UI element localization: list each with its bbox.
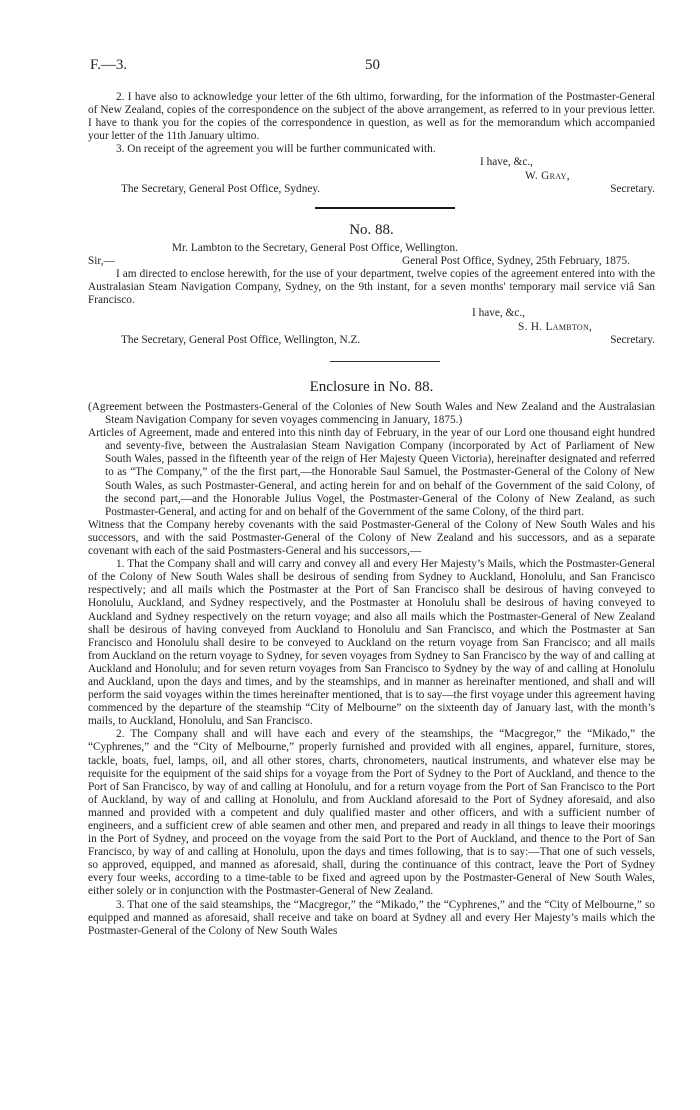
enclosure [88, 378, 655, 938]
place-date: General Post Office, Sydney, 25th February, 1875. [402, 255, 630, 268]
clause-3: 3. That one of the said steamships, the “Macgregor,” the “Mikado,” the “Cyphrenes,” and the “City of Melbourne,” so equipped and manned as aforesaid, shall receive and take on board at Sydney all and every Her Majesty’s mails which the Postmaster-General of the Colony of New South Wales [88, 898, 655, 937]
clause-2: 2. The Company shall and will have each and every of the steamships, the “Macgregor,” the “Mikado,” the “Cyphrenes,” and the “City of Melbourne,” properly furnished and provided with all engines, apparel, furniture, stores, tackle, boats, fuel, lamps, oil, and all other stores, charts, chronometers, nautical instruments, and whatever else may be requisite for the equipment of the said ships for a voyage from the Port of Sydney to the Port of Auckland, and thence to the Port of San Francisco, by way of and calling at Honolulu, and for a return voyage from the Port of San Francisco to the Port of Auckland, by way of and calling at Honolulu, and from Auckland aforesaid to the Port of Sydney aforesaid, and also manned and provided with a competent and duly qualified master and other officers, and with a sufficient number of engineers, and a sufficient crew of able seamen and other men, and prepared and ready in all things to leave their moorings in the Port of Sydney, and proceed on the voyage from the said Port to the Port of Auckland, and thence to the Port of San Francisco, by way of and calling at Honolulu, upon the days and times following, that is to say:—That one of such vessels, so approved, equipped, and manned as aforesaid, shall, during the continuance of this contract, leave the Port of Sydney every four weeks, according to a time-table to be fixed and agreed upon by the Postmaster-General of New South Wales, either solely or in conjunction with the Postmaster-General of New Zealand. [88, 728, 655, 898]
paragraph-3: 3. On receipt of the agreement you will be further communicated with. [116, 143, 436, 156]
enclosure-intro: (Agreement between the Postmasters-General of the Colonies of New South Wales and New Zealand and the Australasian Steam Navigation Company for seven voyages commencing in January, 1875.) [88, 401, 655, 427]
document-reference: F.—3. [90, 57, 128, 73]
salutation: Sir,— [88, 255, 115, 268]
enclosure-title: Enclosure in No. 88. [309, 379, 434, 395]
section-divider [330, 361, 440, 362]
witness-paragraph: Witness that the Company hereby covenants with the said Postmaster-General of the Colony of New South Wales and his successors, and with the said Postmaster-General of the Colony of New Zealand and his successors, and as a separate covenant with each of the said Postmasters-General and his successors,— [88, 518, 655, 558]
section-title: No. 88. [349, 222, 394, 238]
signer-name: S. H. Lambton, [518, 320, 593, 333]
signer-name: W. Gray, [525, 169, 570, 182]
clause-1: 1. That the Company shall and will carry and convey all and every Her Majesty’s Mails, which the Postmaster-General of the Colony of New South Wales shall be desirous of sending from Sydney to Auckland, Honolulu, and San Francisco respectively; and all mails which the Postmaster at the Port of San Francisco shall be desirous of having conveyed to Honolulu, Auckland, and Sydney respectively, and the Postmaster at Honolulu shall be desirous of having conveyed to Auckland and Sydney respectively on the return voyage; and also all mails which the Postmaster-General of New Zealand shall be desirous of having conveyed from Auckland to Honolulu and San Francisco, and which the Postmaster at San Francisco and Honolulu shall desire to be conveyed to Auckland on the return voyage from San Francisco; and all mails from Auckland on the return voyage to Sydney, for seven voyages from Sydney to San Francisco by the way of and calling at Auckland and Honolulu; and for seven return voyages from San Francisco to Sydney by the way of and calling at Honolulu and Auckland, upon the days and times, and by the steamships, and in manner as hereinafter mentioned, and shall and will perform the said voyages within the times hereinafter mentioned, that is to say—the first voyage under this agreement having commenced by the departure of the steamship “City of Melbourne” on the sixteenth day of January last, with the month’s mails, to Auckland, Honolulu, and San Francisco. [88, 558, 655, 728]
section-divider [315, 207, 455, 209]
from-line-text: Mr. Lambton to the Secretary, General Post Office, Wellington. [172, 242, 458, 254]
paragraph-2: 2. I have also to acknowledge your letter of the 6th ultimo, forwarding, for the information of the Postmaster-General of New Zealand, copies of the correspondence on the subject of the above arrangement, as referred to in your previous letter. I have to thank you for the copies of the correspondence in question, as well as for the memorandum which accompanied your letter of the 11th January ultimo. [88, 91, 655, 143]
from-line [88, 242, 655, 255]
signer-title: Secretary. [610, 182, 655, 195]
page-number: 50 [365, 57, 380, 73]
signer-title: Secretary. [610, 333, 655, 346]
closing: I have, &c., [480, 156, 534, 169]
addressee: The Secretary, General Post Office, Sydney. [121, 182, 321, 195]
letter-no-88 [88, 221, 655, 347]
articles-of-agreement: Articles of Agreement, made and entered into this ninth day of February, in the year of our Lord one thousand eight hundred and seventy-five, between the Australasian Steam Navigation Company (incorporated by Act of Parliament of New South Wales, passed in the fifteenth year of the reign of Her Majesty Queen Victoria), hereinafter designated and referred to as “The Company,” of the the first part,—the Honorable Saul Samuel, the Postmaster-General of the Colony of New South Wales, as such Postmaster-General, and acting herein for and on behalf of the Government of the said Colony, of the second part,—and the Honorable Julius Vogel, the Postmaster-General of the Colony of New Zealand, as such Postmaster-General, and acting for and on behalf of the Government of the same Colony, of the third part. [88, 427, 655, 518]
letter-continuation [88, 91, 655, 196]
letter-body: I am directed to enclose herewith, for the use of your department, twelve copies of the agreement entered into with the Australasian Steam Navigation Company, Sydney, on the 9th instant, for a seven months' temporary mail service viâ San Francisco. [88, 268, 655, 307]
addressee: The Secretary, General Post Office, Wellington, N.Z. [121, 333, 361, 346]
closing: I have, &c., [472, 307, 526, 320]
